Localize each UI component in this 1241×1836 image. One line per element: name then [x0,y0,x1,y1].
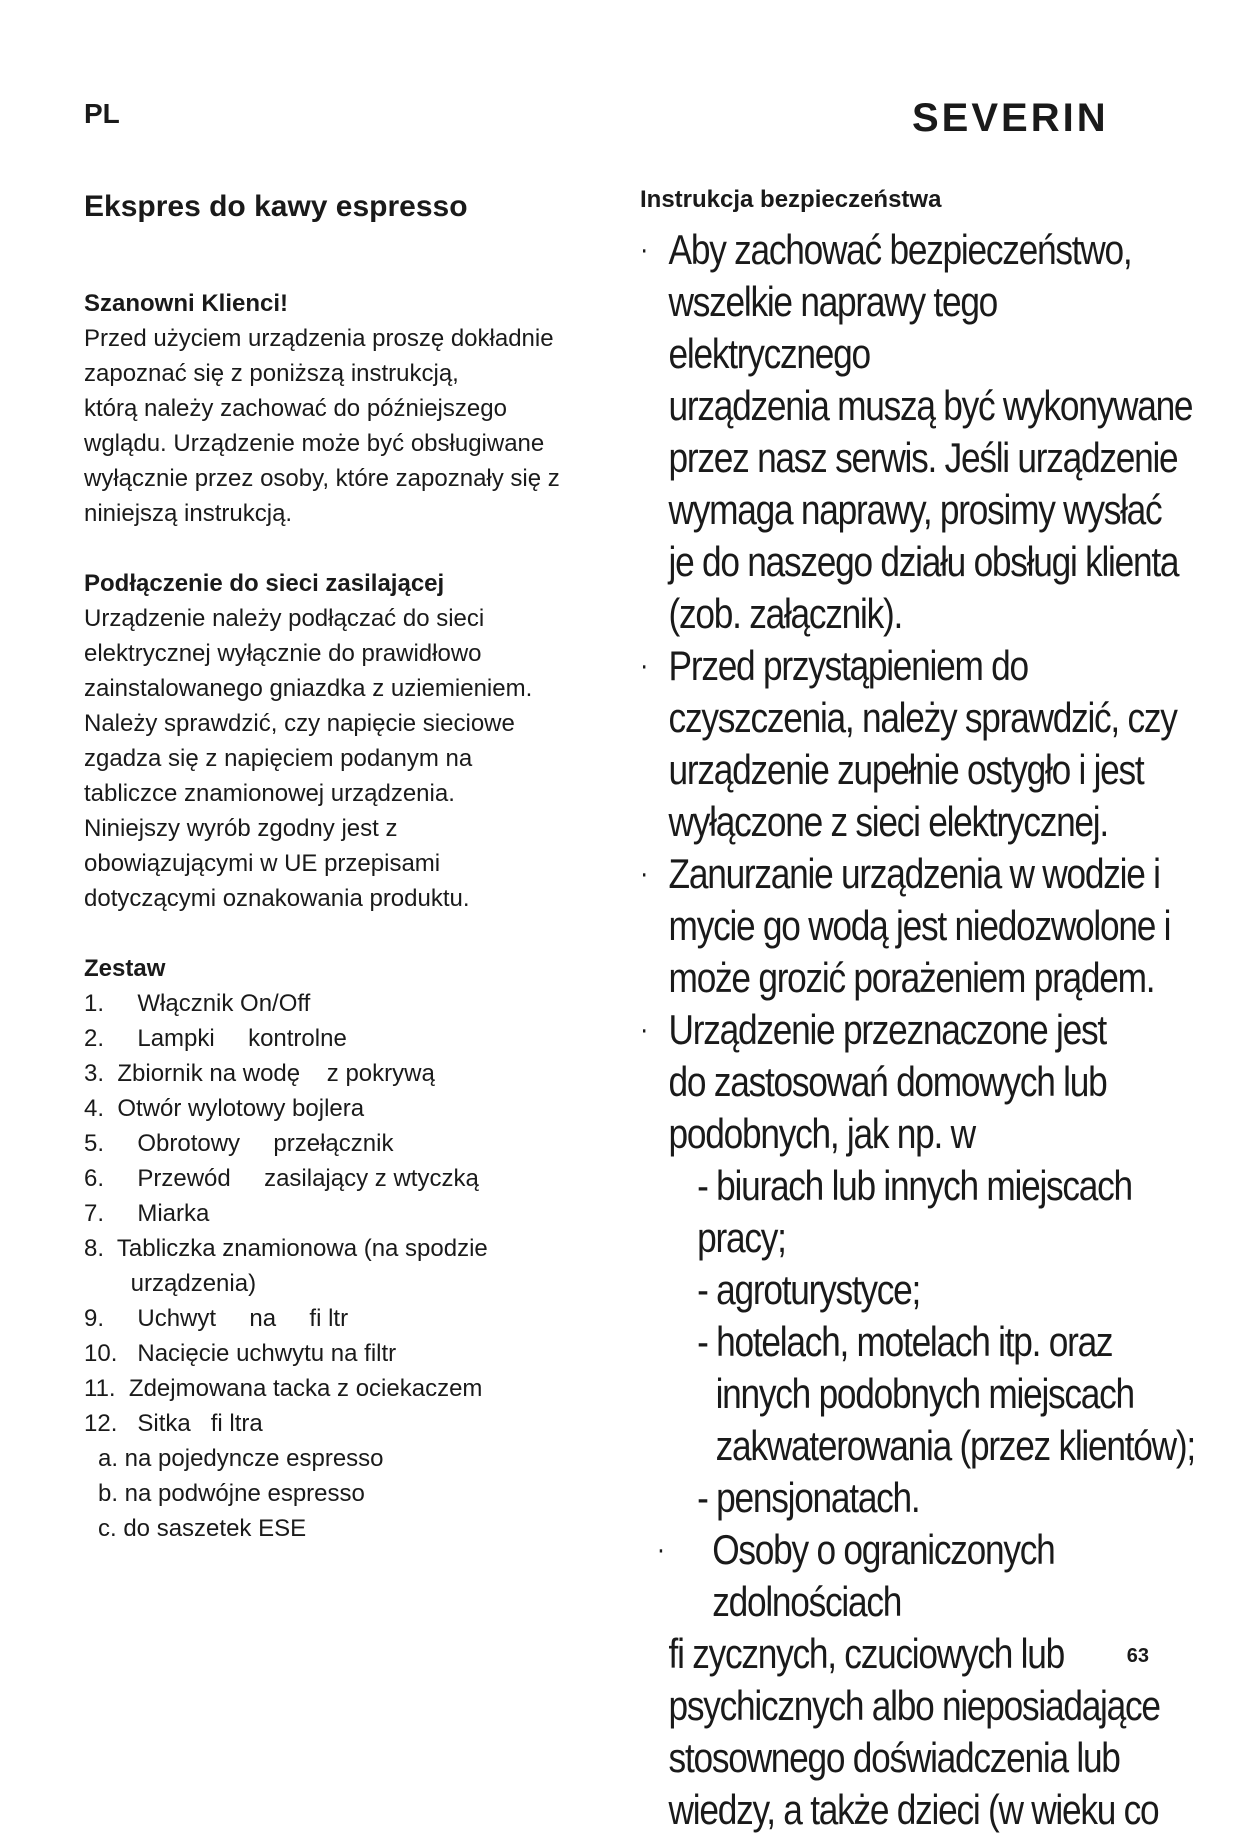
text-line: zakwaterowania (przez klientów); [715,1422,1195,1469]
list-item: 2. Lampki kontrolne [84,1025,347,1052]
list-item: 11. Zdejmowana tacka z ociekaczem [84,1375,483,1402]
text-line: Zanurzanie urządzenia w wodzie i [668,850,1160,897]
greeting-heading: Szanowni Klienci! [84,290,289,317]
list-subitem: a. na pojedyncze espresso [98,1445,384,1472]
text-line: wiedzy, a także dzieci (w wieku co [668,1786,1159,1833]
safety-bullet [640,640,1200,848]
greeting-text [84,321,624,531]
text-line: - hotelach, motelach itp. oraz [697,1318,1113,1365]
text-line: wglądu. Urządzenie może być obsługiwane [84,430,545,457]
text-line: zainstalowanego gniazdka z uziemieniem. [84,675,533,702]
list-item: 10. Nacięcie uchwytu na filtr [84,1340,397,1367]
text-line: Urządzenie należy podłączać do sieci [84,605,485,632]
brand-logo: SEVERIN [912,96,1109,140]
text-line: Urządzenie przeznaczone jest [668,1006,1106,1053]
safety-heading: Instrukcja bezpieczeństwa [640,186,942,213]
page-number: 63 [1126,1645,1149,1667]
bullet-marker: · [640,857,648,890]
page-title: Ekspres do kawy espresso [84,190,468,223]
text-line: urządzenia muszą być wykonywane [668,382,1193,429]
safety-bullet [640,1004,1200,1524]
set-heading: Zestaw [84,955,166,982]
text-line: obowiązującymi w UE przepisami [84,850,441,877]
power-text [84,601,624,916]
text-line: - biurach lub innych miejscach pracy; [697,1162,1132,1261]
text-line: Aby zachować bezpieczeństwo, [668,226,1132,273]
list-item: urządzenia) [84,1270,257,1297]
text-line: wyłączone z sieci elektrycznej. [668,798,1108,845]
text-line: innych podobnych miejscach [715,1370,1134,1417]
bullet-marker: · [656,1533,664,1566]
text-line: stosownego doświadczenia lub [668,1734,1120,1781]
text-line: Osoby o ograniczonych zdolnościach [712,1526,1055,1625]
list-item: 4. Otwór wylotowy bojlera [84,1095,365,1122]
text-line: dotyczącymi oznakowania produktu. [84,885,470,912]
text-line: urządzenie zupełnie ostygło i jest [668,746,1144,793]
list-item: 3. Zbiornik na wodę z pokrywą [84,1060,435,1087]
text-line: Przed użyciem urządzenia proszę dokładnie [84,325,554,352]
text-line: może grozić porażeniem prądem. [668,954,1155,1001]
safety-bullet [640,1524,1200,1836]
safety-bullet [640,848,1200,1004]
list-item: 8. Tabliczka znamionowa (na spodzie [84,1235,488,1262]
text-line: mycie go wodą jest niedozwolone i [668,902,1171,949]
text-line: podobnych, jak np. w [668,1110,975,1157]
list-item: 6. Przewód zasilający z wtyczką [84,1165,479,1192]
text-line: wymaga naprawy, prosimy wysłać [668,486,1162,533]
text-line: zapoznać się z poniższą instrukcją, [84,360,459,387]
text-line: (zob. załącznik). [668,590,903,637]
text-line: Należy sprawdzić, czy napięcie sieciowe [84,710,515,737]
text-line: - pensjonatach. [697,1474,920,1521]
safety-bullet [640,224,1200,640]
language-code: PL [84,98,120,129]
text-line: Niniejszy wyrób zgodny jest z [84,815,398,842]
text-line: do zastosowań domowych lub [668,1058,1107,1105]
text-line: niniejszą instrukcją. [84,500,293,527]
power-heading: Podłączenie do sieci zasilającej [84,570,445,597]
list-item: 9. Uchwyt na fi ltr [84,1305,349,1332]
bullet-marker: · [640,1013,648,1046]
list-subitem: b. na podwójne espresso [98,1480,365,1507]
safety-text [640,224,1200,1836]
text-line: je do naszego działu obsługi klienta [668,538,1179,585]
text-line: - agroturystyce; [697,1266,921,1313]
text-line: przez nasz serwis. Jeśli urządzenie [668,434,1178,481]
text-line: tabliczce znamionowej urządzenia. [84,780,455,807]
bullet-marker: · [640,233,648,266]
text-line: fi zycznych, czuciowych lub [668,1630,1064,1677]
list-item: 12. Sitka fi ltra [84,1410,263,1437]
text-line: wszelkie naprawy tego elektrycznego [668,278,998,377]
text-line: psychicznych albo nieposiadające [668,1682,1160,1729]
list-item: 5. Obrotowy przełącznik [84,1130,394,1157]
list-item: 1. Włącznik On/Off [84,990,311,1017]
text-line: czyszczenia, należy sprawdzić, czy [668,694,1177,741]
bullet-marker: · [640,649,648,682]
text-line: którą należy zachować do późniejszego [84,395,507,422]
text-line: Przed przystąpieniem do [668,642,1028,689]
list-subitem: c. do saszetek ESE [98,1515,307,1542]
list-item: 7. Miarka [84,1200,210,1227]
set-list [84,986,624,1441]
text-line: elektrycznej wyłącznie do prawidłowo [84,640,482,667]
text-line: zgadza się z napięciem podanym na [84,745,473,772]
left-column [84,190,624,1546]
right-column [640,186,1200,1836]
text-line: wyłącznie przez osoby, które zapoznały się z [84,465,560,492]
